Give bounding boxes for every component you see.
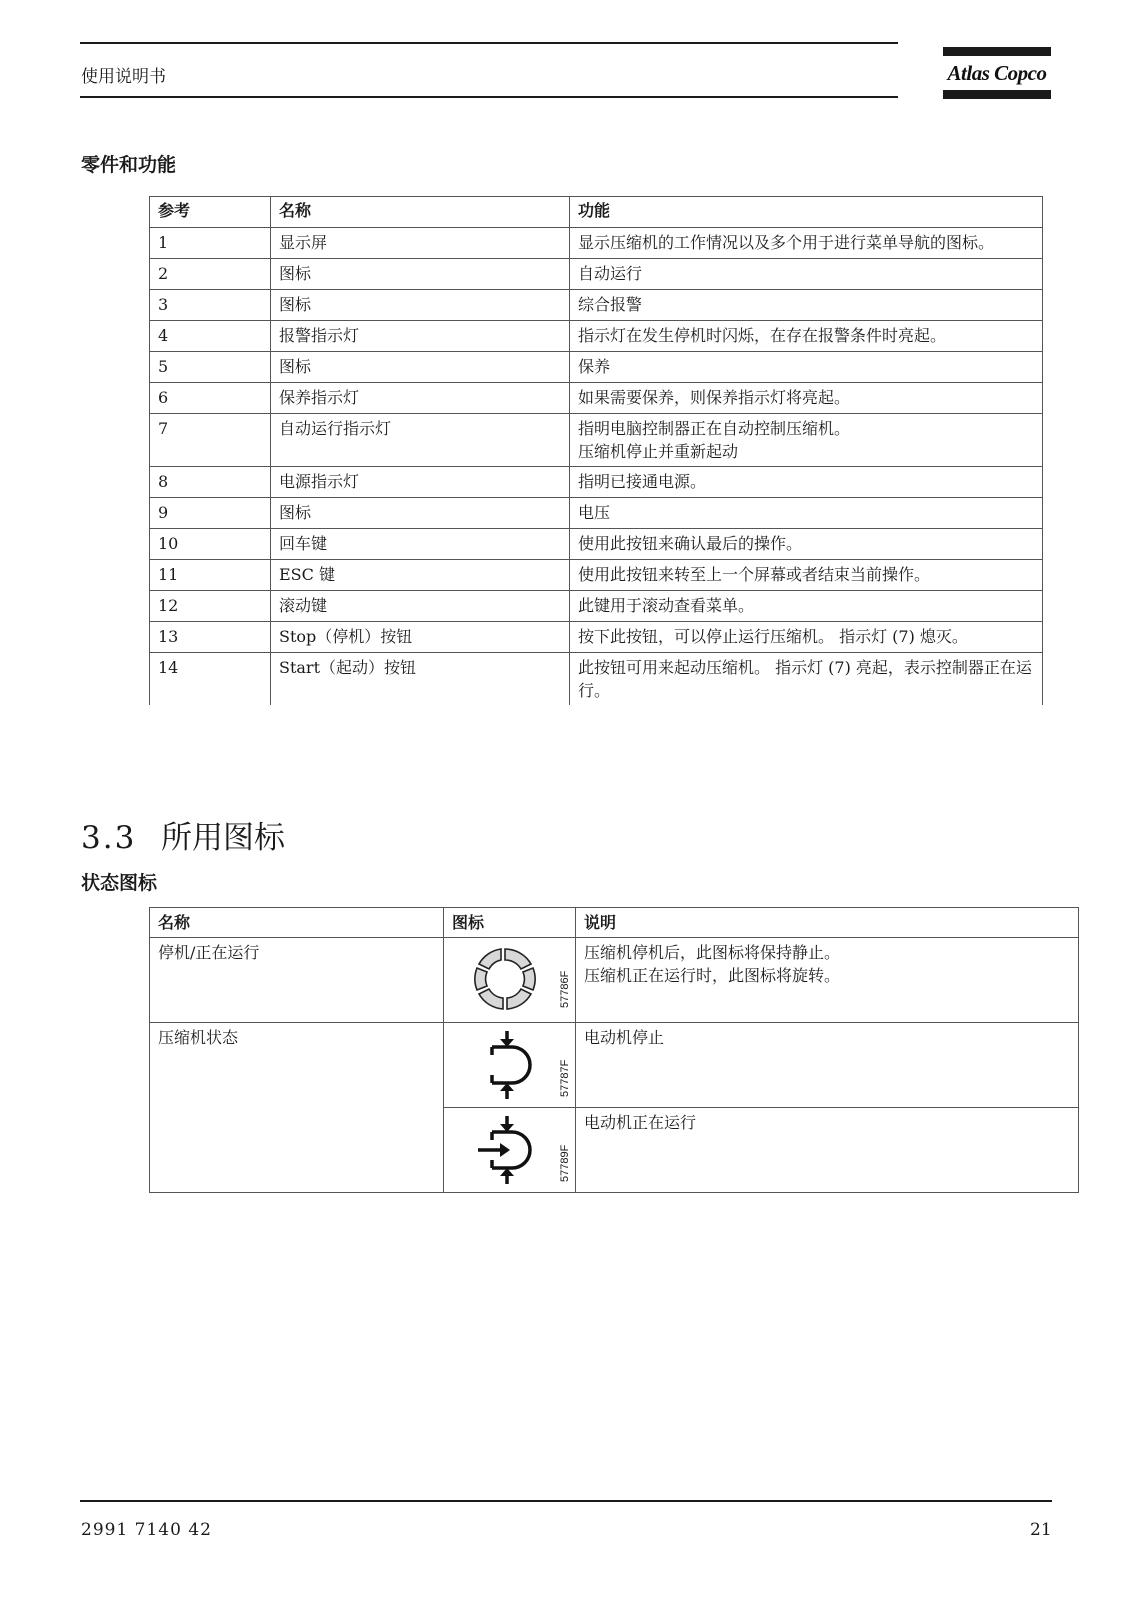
parts-table [149, 196, 1043, 705]
doc-number: 2991 7140 42 [81, 1520, 212, 1540]
icon-cell [444, 938, 576, 1023]
motor-stopped-icon [482, 1029, 532, 1101]
part-ref: 4 [150, 321, 271, 352]
part-ref: 12 [150, 591, 271, 622]
part-ref: 6 [150, 383, 271, 414]
part-ref: 7 [150, 414, 271, 467]
part-ref: 10 [150, 529, 271, 560]
part-ref: 11 [150, 560, 271, 591]
header-bottom-rule [80, 96, 898, 98]
status-name: 压缩机状态 [150, 1023, 444, 1193]
part-function: 电压 [570, 498, 1043, 529]
part-name: 图标 [271, 352, 570, 383]
column-header-function: 功能 [570, 197, 1043, 228]
table-row [150, 321, 1043, 352]
table-row [150, 259, 1043, 290]
part-name: 图标 [271, 259, 570, 290]
icon-code: 57787F [559, 1059, 571, 1097]
parts-table-header [150, 197, 1043, 228]
status-description: 压缩机停机后，此图标将保持静止。 压缩机正在运行时，此图标将旋转。 [576, 938, 1079, 1023]
header-title: 使用说明书 [81, 67, 166, 87]
table-row [150, 1023, 1079, 1108]
icon-code: 57786F [559, 970, 571, 1008]
icon-cell [444, 1023, 576, 1108]
part-function: 此按钮可用来起动压缩机。 指示灯 (7) 亮起，表示控制器正在运行。 [570, 653, 1043, 706]
status-heading: 状态图标 [81, 872, 158, 894]
part-ref: 14 [150, 653, 271, 706]
part-name: Start（起动）按钮 [271, 653, 570, 706]
status-description: 电动机停止 [576, 1023, 1079, 1108]
icon-cell [444, 1108, 576, 1193]
section-title: 所用图标 [161, 820, 285, 856]
parts-heading: 零件和功能 [81, 154, 177, 176]
table-row [150, 560, 1043, 591]
part-ref: 3 [150, 290, 271, 321]
page-number: 21 [1030, 1520, 1052, 1540]
part-name: 保养指示灯 [271, 383, 570, 414]
column-header-icon: 图标 [444, 908, 576, 938]
part-name: 电源指示灯 [271, 467, 570, 498]
part-function: 综合报警 [570, 290, 1043, 321]
logo-text: Atlas Copco [947, 61, 1047, 85]
part-function: 按下此按钮，可以停止运行压缩机。 指示灯 (7) 熄灭。 [570, 622, 1043, 653]
part-function: 自动运行 [570, 259, 1043, 290]
motor-running-icon [476, 1114, 532, 1186]
part-function: 指示灯在发生停机时闪烁，在存在报警条件时亮起。 [570, 321, 1043, 352]
part-function: 指明电脑控制器正在自动控制压缩机。 压缩机停止并重新起动 [570, 414, 1043, 467]
status-description: 电动机正在运行 [576, 1108, 1079, 1193]
column-header-description: 说明 [576, 908, 1079, 938]
table-row [150, 498, 1043, 529]
status-name: 停机/正在运行 [150, 938, 444, 1023]
table-row [150, 653, 1043, 706]
footer-rule [80, 1500, 1052, 1502]
part-function: 使用此按钮来确认最后的操作。 [570, 529, 1043, 560]
table-row [150, 414, 1043, 467]
part-name: 报警指示灯 [271, 321, 570, 352]
part-ref: 5 [150, 352, 271, 383]
table-row [150, 529, 1043, 560]
column-header-ref: 参考 [150, 197, 271, 228]
part-function: 指明已接通电源。 [570, 467, 1043, 498]
section-number: 3.3 [81, 820, 137, 856]
part-function: 保养 [570, 352, 1043, 383]
part-ref: 13 [150, 622, 271, 653]
part-name: 自动运行指示灯 [271, 414, 570, 467]
column-header-name: 名称 [271, 197, 570, 228]
part-function: 如果需要保养，则保养指示灯将亮起。 [570, 383, 1043, 414]
status-table-header [150, 908, 1079, 938]
part-name: 图标 [271, 498, 570, 529]
section-heading [81, 812, 285, 857]
part-name: 显示屏 [271, 228, 570, 259]
part-name: ESC 键 [271, 560, 570, 591]
table-row [150, 228, 1043, 259]
part-function: 使用此按钮来转至上一个屏幕或者结束当前操作。 [570, 560, 1043, 591]
table-row [150, 352, 1043, 383]
part-function: 此键用于滚动查看菜单。 [570, 591, 1043, 622]
part-name: 回车键 [271, 529, 570, 560]
part-name: Stop（停机）按钮 [271, 622, 570, 653]
part-ref: 9 [150, 498, 271, 529]
table-row [150, 938, 1079, 1023]
table-row [150, 383, 1043, 414]
header-top-rule [80, 42, 898, 44]
part-name: 图标 [271, 290, 570, 321]
table-row [150, 591, 1043, 622]
column-header-name: 名称 [150, 908, 444, 938]
table-row [150, 290, 1043, 321]
status-icons-table [149, 907, 1079, 1193]
table-row [150, 467, 1043, 498]
atlas-copco-logo [943, 47, 1051, 99]
part-ref: 8 [150, 467, 271, 498]
part-ref: 2 [150, 259, 271, 290]
part-ref: 1 [150, 228, 271, 259]
part-function: 显示压缩机的工作情况以及多个用于进行菜单导航的图标。 [570, 228, 1043, 259]
table-row [150, 622, 1043, 653]
icon-code: 57789F [559, 1144, 571, 1182]
part-name: 滚动键 [271, 591, 570, 622]
ring-segments-icon [470, 946, 540, 1012]
